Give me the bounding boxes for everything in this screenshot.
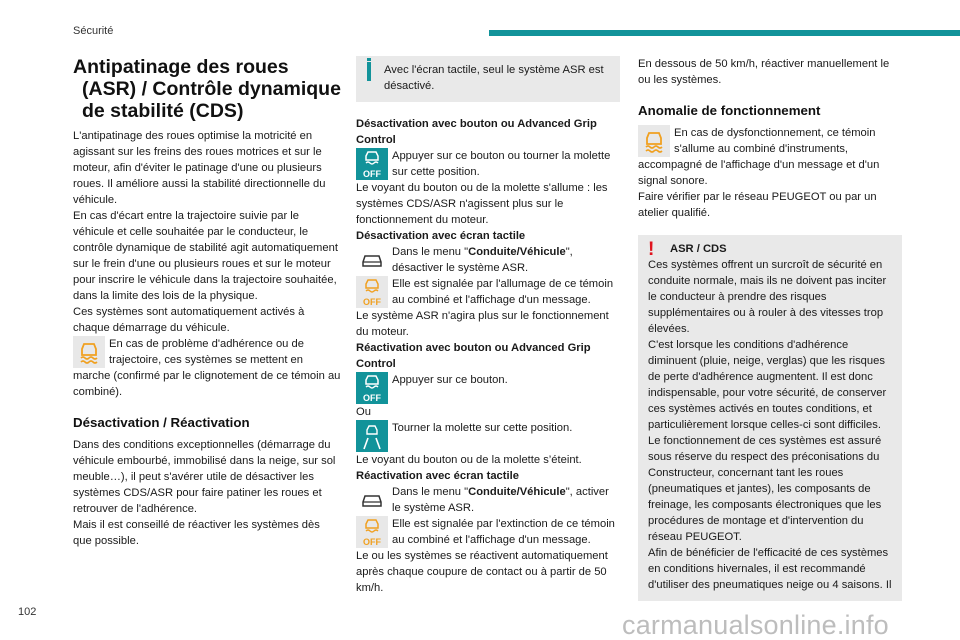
menu-suffix: ", désactiver le système ASR. xyxy=(392,246,573,274)
deact-lamp-row xyxy=(356,276,620,308)
menu-prefix: Dans le menu " xyxy=(392,246,469,258)
title-line-2: (ASR) / Contrôle dynamique xyxy=(82,78,341,100)
auto-react-text: Le ou les systèmes se réactivent automatiquement après chaque coupure de contact ou à partir de 50 km/h. xyxy=(356,550,608,594)
car-menu-icon xyxy=(356,244,388,276)
warning-title: ASR / CDS xyxy=(670,243,727,255)
info-icon xyxy=(367,62,371,81)
deact-button-row xyxy=(356,148,620,180)
esp-off-lamp-icon xyxy=(356,276,388,308)
slip-warning-text: En cas de problème d'adhérence ou de trajectoire, ces systèmes se mettent en marche (confirmé par le clignotement de ce témoin au combiné). xyxy=(73,338,341,398)
watermark: carmanualsonline.info xyxy=(622,610,889,640)
react-button-text: Appuyer sur ce bouton. xyxy=(392,374,508,386)
warning-paragraph-4: Afin de bénéficier de l'efficacité de ces systèmes en conditions hivernales, il est recommandé d'utiliser des pneumatiques neige ou 4 saisons. Il xyxy=(648,547,892,591)
skid-warning-icon xyxy=(73,336,105,368)
road-mode-icon xyxy=(356,420,388,452)
header-accent-bar xyxy=(489,30,960,36)
info-note-text: Avec l'écran tactile, seul le système ASR est désactivé. xyxy=(384,64,604,92)
info-icon-dot xyxy=(367,58,371,61)
react-lamp-text: Elle est signalée par l'extinction de ce témoin au combiné et l'affichage d'un message. xyxy=(392,518,615,546)
heading-deact-button: Désactivation avec bouton ou Advanced Grip Control xyxy=(356,118,597,146)
activation-paragraph: Ces systèmes sont automatiquement activés à chaque démarrage du véhicule. xyxy=(73,306,305,334)
info-note xyxy=(356,56,620,102)
react-lamp-row xyxy=(356,516,620,548)
column-3 xyxy=(638,56,902,601)
intro-paragraph: L'antipatinage des roues optimise la motricité en agissant sur les freins des roues motrices et sur le moteur, afin d'éviter le patinage d'une ou plusieurs roues. Il améliore aussi la stabilité directionnelle du véhicule. xyxy=(73,130,326,206)
react-menu-row xyxy=(356,484,620,516)
react-knob-row xyxy=(356,420,620,452)
reactivate-advice-paragraph: Mais il est conseillé de réactiver les systèmes dès que possible. xyxy=(73,519,320,547)
heading-deactivation: Désactivation / Réactivation xyxy=(73,415,250,430)
react-knob-text: Tourner la molette sur cette position. xyxy=(392,422,573,434)
warning-box xyxy=(638,235,902,601)
anomaly-row xyxy=(638,125,902,189)
heading-react-button: Réactivation avec bouton ou Advanced Grip Control xyxy=(356,342,591,370)
title-line-1: Antipatinage des roues xyxy=(73,56,289,78)
svg-text:OFF: OFF xyxy=(363,537,381,547)
car-menu-icon xyxy=(356,484,388,516)
warning-paragraph-2: C'est lorsque les conditions d'adhérence diminuent (pluie, neige, verglas) que les risques de perte d'adhérence augmentent. Il est donc indispensable, pour votre sécurité, de conserver ces systèmes activés en toutes conditions, et particulièrement lorsque celles-ci sont difficiles. xyxy=(648,339,887,431)
slip-warning-row xyxy=(73,336,341,400)
heading-react-screen: Réactivation avec écran tactile xyxy=(356,470,519,482)
svg-text:OFF: OFF xyxy=(363,297,381,307)
anomaly-check-text: Faire vérifier par le réseau PEUGEOT ou par un atelier qualifié. xyxy=(638,191,877,219)
esp-off-lamp-icon xyxy=(356,516,388,548)
column-1 xyxy=(73,56,341,549)
column-2 xyxy=(356,56,620,596)
deact-lamp-text: Elle est signalée par l'allumage de ce témoin au combiné et l'affichage d'un message. xyxy=(392,278,614,306)
section-label: Sécurité xyxy=(73,25,114,37)
manual-react-text: En dessous de 50 km/h, réactiver manuellement le ou les systèmes. xyxy=(638,58,890,86)
deact-result-text: Le voyant du bouton ou de la molette s'allume : les systèmes CDS/ASR n'agissent plus sur le fonctionnement du moteur. xyxy=(356,182,608,226)
trajectory-paragraph: En cas d'écart entre la trajectoire suivie par le véhicule et celle souhaitée par le conducteur, le contrôle dynamique de stabilité agit automatiquement sur le frein d'une ou plusieurs roues et sur le moteur pour inscrire le véhicule dans la trajectoire souhaitée, dans la limite des lois de la physique. xyxy=(73,210,338,302)
deact-menu-row xyxy=(356,244,620,276)
page-number: 102 xyxy=(18,606,37,618)
react-result-text: Le voyant du bouton ou de la molette s’éteint. xyxy=(356,454,582,466)
menu-suffix: ", activer le système ASR. xyxy=(392,486,609,514)
title-line-3: de stabilité (CDS) xyxy=(82,100,244,122)
heading-deact-screen: Désactivation avec écran tactile xyxy=(356,230,526,242)
exceptional-conditions-paragraph: Dans des conditions exceptionnelles (démarrage du véhicule embourbé, immobilisé dans la neige, sur sol meuble…), il peut s'avérer utile de désactiver les systèmes CDS/ASR pour faire patiner les roues et retrouver de l'adhérence. xyxy=(73,439,336,515)
deact-menu-text xyxy=(392,246,573,274)
menu-name: Conduite/Véhicule xyxy=(468,246,566,258)
deact-screen-result: Le système ASR n'agira plus sur le fonctionnement du moteur. xyxy=(356,310,609,338)
svg-text:OFF: OFF xyxy=(363,393,381,403)
menu-name: Conduite/Véhicule xyxy=(468,486,566,498)
esp-off-button-icon xyxy=(356,372,388,404)
svg-text:OFF: OFF xyxy=(363,169,381,179)
warning-paragraph-3: Le fonctionnement de ces systèmes est assuré sous réserve du respect des préconisations du Constructeur, concernant tant les roues (pneumatiques et jantes), les composants de freinage, les composants électroniques que les procédures de montage et d'intervention du réseau PEUGEOT. xyxy=(648,435,882,543)
react-menu-text xyxy=(392,486,609,514)
menu-prefix: Dans le menu " xyxy=(392,486,469,498)
anomaly-text: En cas de dysfonctionnement, ce témoin s'allume au combiné d'instruments, accompagné de l'affichage d'un message et d'un signal sonore. xyxy=(638,127,880,187)
skid-warning-icon xyxy=(638,125,670,157)
deact-button-text: Appuyer sur ce bouton ou tourner la molette sur cette position. xyxy=(392,150,611,178)
or-text: Ou xyxy=(356,406,371,418)
page-title xyxy=(73,56,341,122)
warning-paragraph-1: Ces systèmes offrent un surcroît de sécurité en conduite normale, mais ils ne doivent pas inciter le conducteur à prendre des risques supplémentaires ou à rouler à des vitesses trop élevées. xyxy=(648,259,887,335)
react-button-row xyxy=(356,372,620,404)
esp-off-button-icon xyxy=(356,148,388,180)
heading-anomaly: Anomalie de fonctionnement xyxy=(638,103,821,118)
warning-exclamation-icon: ! xyxy=(648,239,655,260)
